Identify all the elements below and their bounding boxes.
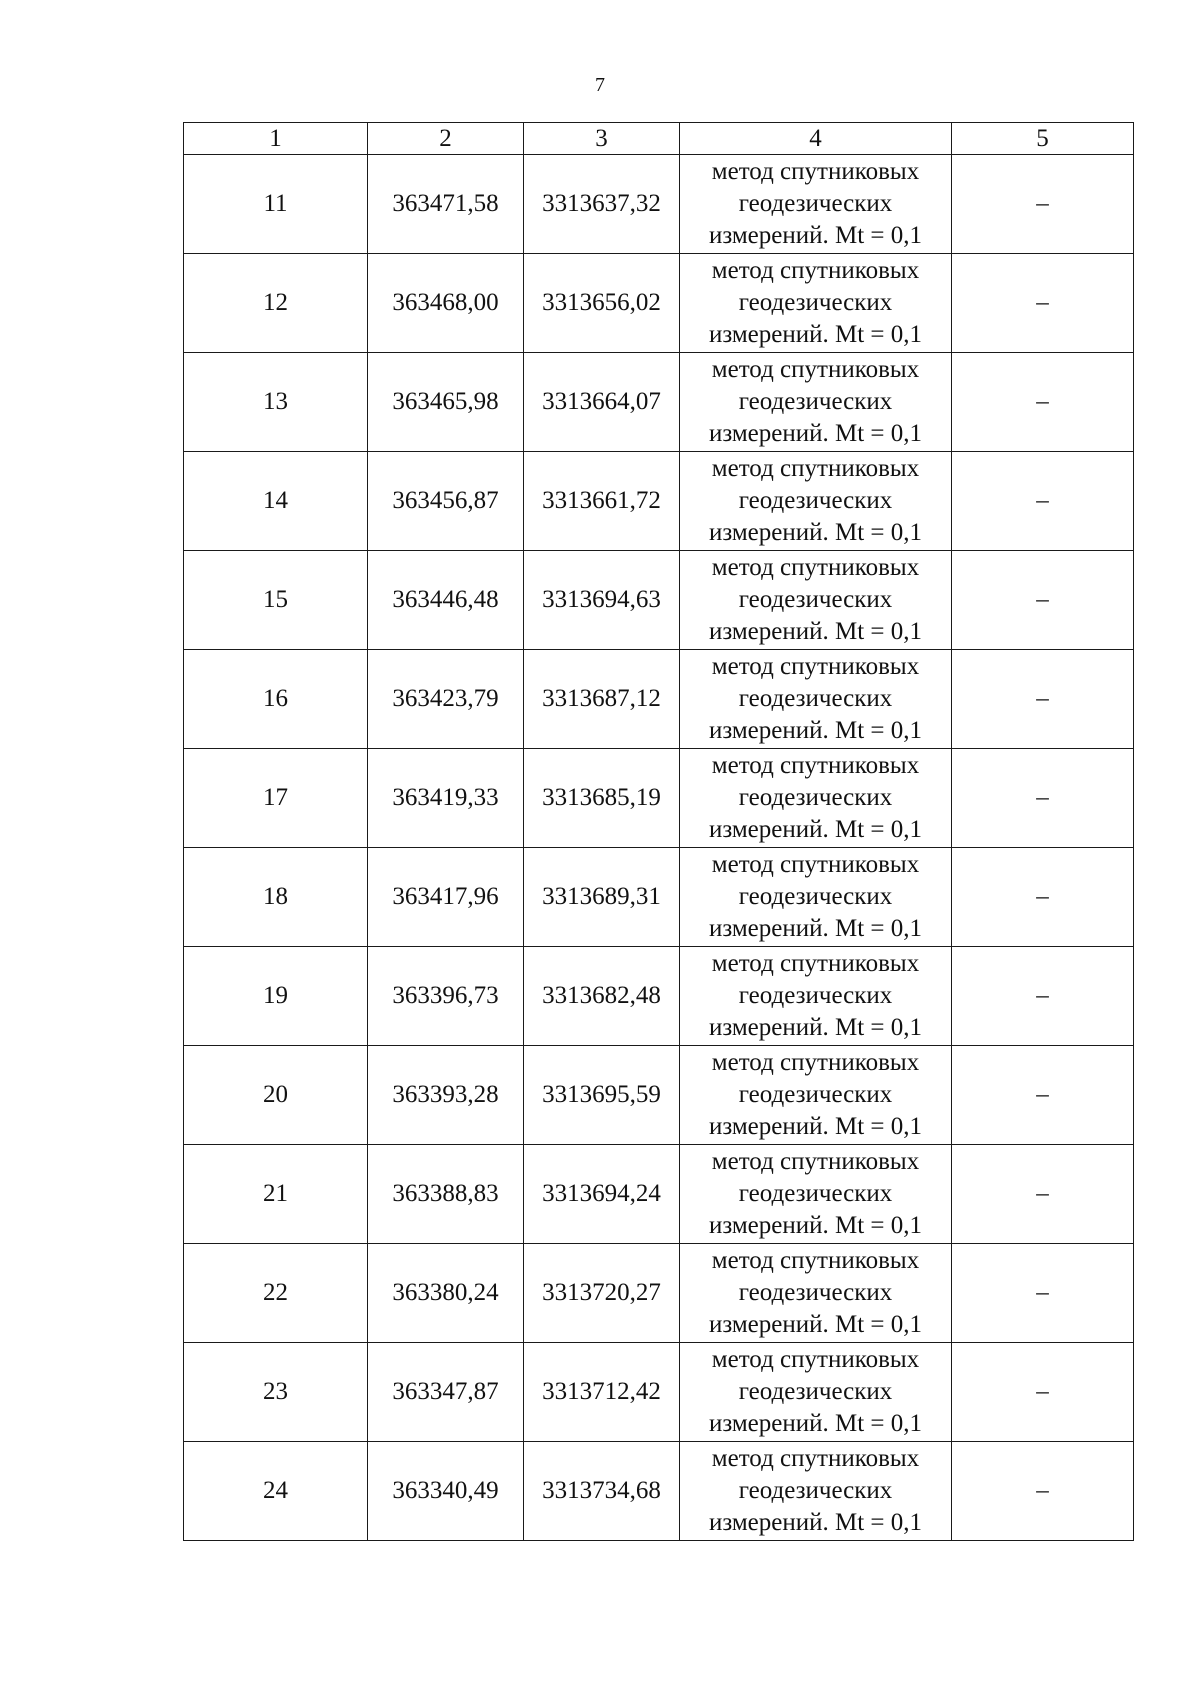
method-line: геодезических <box>738 982 893 1009</box>
method-cell <box>680 749 952 848</box>
point-number-cell: 12 <box>184 254 368 353</box>
page-number: 7 <box>595 74 605 96</box>
x-coordinate-cell: 363456,87 <box>368 452 524 551</box>
y-coordinate-cell: 3313694,24 <box>524 1145 680 1244</box>
column-header: 4 <box>680 123 952 155</box>
x-coordinate-cell: 363347,87 <box>368 1343 524 1442</box>
y-coordinate-cell: 3313682,48 <box>524 947 680 1046</box>
note-cell: – <box>952 551 1134 650</box>
method-line: метод спутниковых <box>711 1247 920 1274</box>
note-cell: – <box>952 1343 1134 1442</box>
coordinates-table <box>183 122 1134 1541</box>
method-line: метод спутниковых <box>711 1148 920 1175</box>
table-header-row <box>184 123 1134 155</box>
method-line: метод спутниковых <box>711 851 920 878</box>
method-line: геодезических <box>738 190 893 217</box>
method-cell <box>680 1145 952 1244</box>
y-coordinate-cell: 3313685,19 <box>524 749 680 848</box>
y-coordinate-cell: 3313734,68 <box>524 1442 680 1541</box>
point-number-cell: 14 <box>184 452 368 551</box>
point-number-cell: 24 <box>184 1442 368 1541</box>
x-coordinate-cell: 363419,33 <box>368 749 524 848</box>
method-line: геодезических <box>738 1378 893 1405</box>
method-line: измерений. Mt = 0,1 <box>708 1212 923 1239</box>
y-coordinate-cell: 3313687,12 <box>524 650 680 749</box>
table-row <box>184 650 1134 749</box>
x-coordinate-cell: 363417,96 <box>368 848 524 947</box>
y-coordinate-cell: 3313661,72 <box>524 452 680 551</box>
table-row <box>184 254 1134 353</box>
point-number-cell: 22 <box>184 1244 368 1343</box>
note-cell: – <box>952 452 1134 551</box>
point-number-cell: 20 <box>184 1046 368 1145</box>
method-line: измерений. Mt = 0,1 <box>708 519 923 546</box>
point-number-cell: 19 <box>184 947 368 1046</box>
table-row <box>184 155 1134 254</box>
method-line: измерений. Mt = 0,1 <box>708 915 923 942</box>
point-number-cell: 18 <box>184 848 368 947</box>
method-line: метод спутниковых <box>711 455 920 482</box>
note-cell: – <box>952 1145 1134 1244</box>
table-row <box>184 1145 1134 1244</box>
y-coordinate-cell: 3313694,63 <box>524 551 680 650</box>
table-row <box>184 1046 1134 1145</box>
point-number-cell: 23 <box>184 1343 368 1442</box>
method-cell <box>680 848 952 947</box>
y-coordinate-cell: 3313689,31 <box>524 848 680 947</box>
table-body <box>184 123 1134 1541</box>
method-line: метод спутниковых <box>711 158 920 185</box>
method-line: геодезических <box>738 685 893 712</box>
x-coordinate-cell: 363393,28 <box>368 1046 524 1145</box>
note-cell: – <box>952 1442 1134 1541</box>
y-coordinate-cell: 3313695,59 <box>524 1046 680 1145</box>
method-line: геодезических <box>738 388 893 415</box>
note-cell: – <box>952 1046 1134 1145</box>
method-line: метод спутниковых <box>711 257 920 284</box>
point-number-cell: 17 <box>184 749 368 848</box>
method-line: измерений. Mt = 0,1 <box>708 1113 923 1140</box>
method-cell <box>680 155 952 254</box>
x-coordinate-cell: 363396,73 <box>368 947 524 1046</box>
method-line: геодезических <box>738 1081 893 1108</box>
point-number-cell: 21 <box>184 1145 368 1244</box>
method-cell <box>680 650 952 749</box>
note-cell: – <box>952 848 1134 947</box>
method-cell <box>680 353 952 452</box>
table-row <box>184 1343 1134 1442</box>
method-line: измерений. Mt = 0,1 <box>708 321 923 348</box>
method-line: геодезических <box>738 883 893 910</box>
point-number-cell: 11 <box>184 155 368 254</box>
method-cell <box>680 1442 952 1541</box>
method-cell <box>680 254 952 353</box>
table-row <box>184 551 1134 650</box>
method-line: геодезических <box>738 1279 893 1306</box>
column-header: 2 <box>368 123 524 155</box>
method-line: геодезических <box>738 586 893 613</box>
column-header: 5 <box>952 123 1134 155</box>
note-cell: – <box>952 749 1134 848</box>
method-cell <box>680 551 952 650</box>
method-line: измерений. Mt = 0,1 <box>708 1311 923 1338</box>
table-row <box>184 1442 1134 1541</box>
method-line: геодезических <box>738 1477 893 1504</box>
method-line: метод спутниковых <box>711 950 920 977</box>
y-coordinate-cell: 3313656,02 <box>524 254 680 353</box>
method-line: измерений. Mt = 0,1 <box>708 816 923 843</box>
x-coordinate-cell: 363468,00 <box>368 254 524 353</box>
y-coordinate-cell: 3313637,32 <box>524 155 680 254</box>
method-line: измерений. Mt = 0,1 <box>708 717 923 744</box>
method-line: метод спутниковых <box>711 1445 920 1472</box>
y-coordinate-cell: 3313712,42 <box>524 1343 680 1442</box>
method-cell <box>680 947 952 1046</box>
y-coordinate-cell: 3313720,27 <box>524 1244 680 1343</box>
table-row <box>184 353 1134 452</box>
method-cell <box>680 452 952 551</box>
x-coordinate-cell: 363446,48 <box>368 551 524 650</box>
method-cell <box>680 1343 952 1442</box>
method-cell <box>680 1046 952 1145</box>
x-coordinate-cell: 363340,49 <box>368 1442 524 1541</box>
point-number-cell: 15 <box>184 551 368 650</box>
note-cell: – <box>952 650 1134 749</box>
x-coordinate-cell: 363380,24 <box>368 1244 524 1343</box>
method-line: метод спутниковых <box>711 653 920 680</box>
table-row <box>184 452 1134 551</box>
method-cell <box>680 1244 952 1343</box>
table-row <box>184 1244 1134 1343</box>
method-line: измерений. Mt = 0,1 <box>708 1014 923 1041</box>
method-line: метод спутниковых <box>711 554 920 581</box>
method-line: метод спутниковых <box>711 356 920 383</box>
method-line: измерений. Mt = 0,1 <box>708 618 923 645</box>
method-line: метод спутниковых <box>711 752 920 779</box>
note-cell: – <box>952 155 1134 254</box>
note-cell: – <box>952 254 1134 353</box>
method-line: метод спутниковых <box>711 1049 920 1076</box>
x-coordinate-cell: 363423,79 <box>368 650 524 749</box>
method-line: геодезических <box>738 784 893 811</box>
note-cell: – <box>952 947 1134 1046</box>
point-number-cell: 16 <box>184 650 368 749</box>
table-row <box>184 947 1134 1046</box>
note-cell: – <box>952 353 1134 452</box>
table-row <box>184 848 1134 947</box>
y-coordinate-cell: 3313664,07 <box>524 353 680 452</box>
method-line: метод спутниковых <box>711 1346 920 1373</box>
method-line: измерений. Mt = 0,1 <box>708 420 923 447</box>
note-cell: – <box>952 1244 1134 1343</box>
method-line: измерений. Mt = 0,1 <box>708 222 923 249</box>
x-coordinate-cell: 363465,98 <box>368 353 524 452</box>
table-row <box>184 749 1134 848</box>
method-line: геодезических <box>738 487 893 514</box>
column-header: 3 <box>524 123 680 155</box>
point-number-cell: 13 <box>184 353 368 452</box>
x-coordinate-cell: 363388,83 <box>368 1145 524 1244</box>
method-line: измерений. Mt = 0,1 <box>708 1509 923 1536</box>
column-header: 1 <box>184 123 368 155</box>
method-line: геодезических <box>738 289 893 316</box>
method-line: измерений. Mt = 0,1 <box>708 1410 923 1437</box>
method-line: геодезических <box>738 1180 893 1207</box>
x-coordinate-cell: 363471,58 <box>368 155 524 254</box>
